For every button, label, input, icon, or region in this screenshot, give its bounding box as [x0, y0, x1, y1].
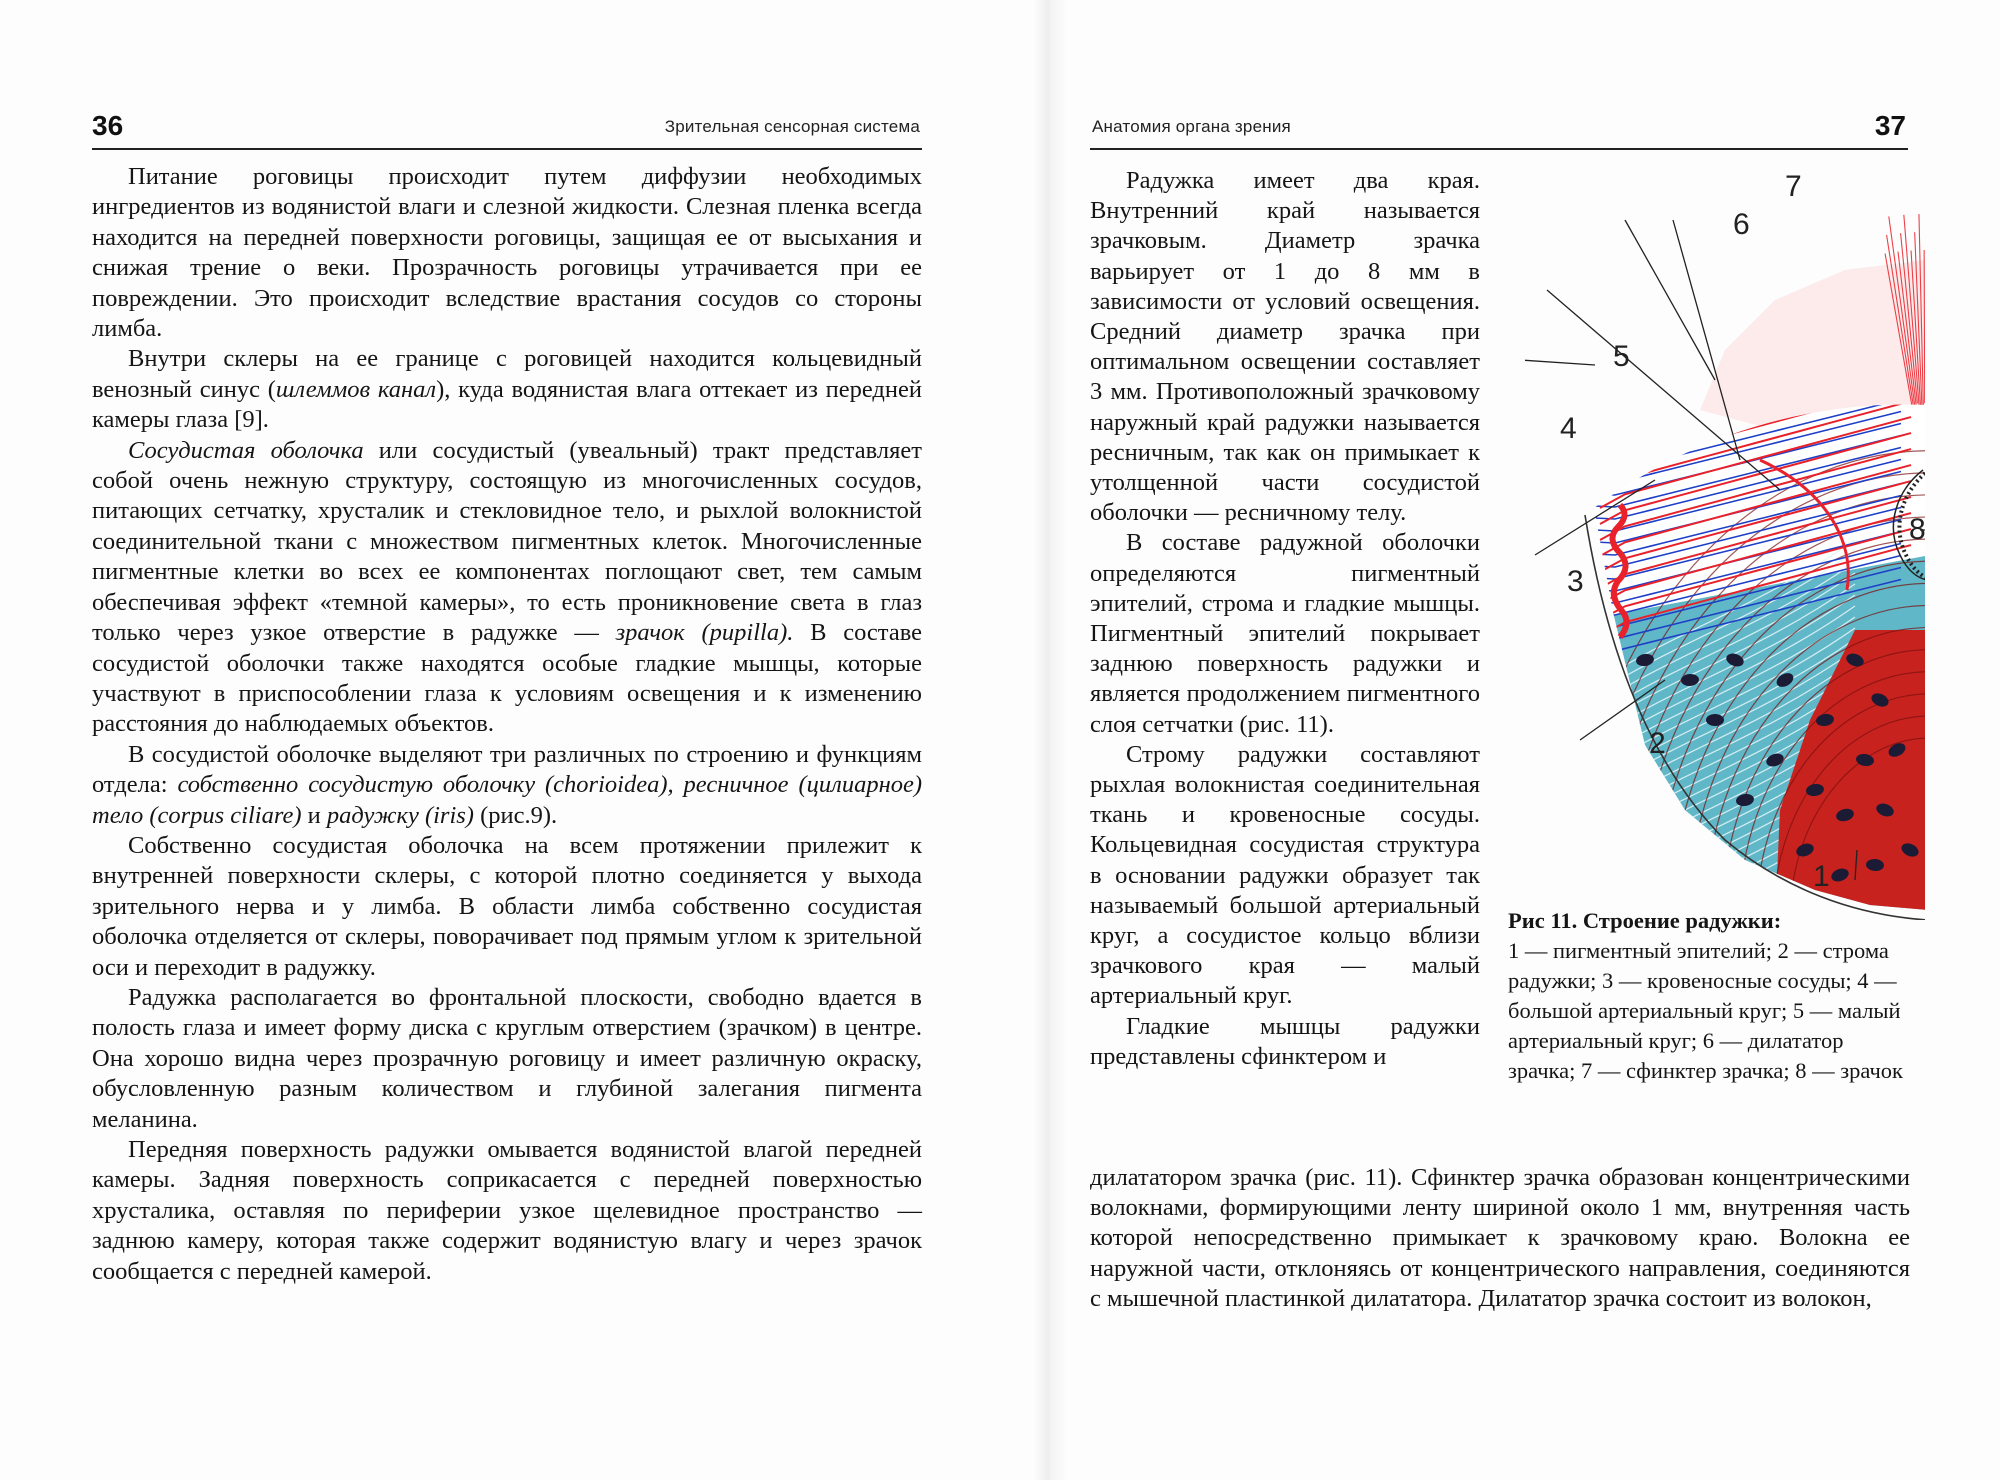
caption-title: Рис 11. Строение радужки:	[1508, 908, 1782, 933]
paragraph	[92, 983, 922, 1135]
running-header-left	[92, 108, 922, 150]
right-page	[1060, 0, 2000, 1480]
figure-caption	[1508, 906, 1913, 1086]
text-run: В составе сосудистой оболочки также находятся особые гладкие мышцы, которые участвуют в приспособлении глаза к условиям освещения и к изменению расстояния до наблюдаемых объектов.	[92, 619, 922, 738]
paragraph	[92, 162, 922, 344]
page-number-right: 37	[1874, 110, 1906, 141]
paragraph	[92, 436, 922, 740]
paragraph	[92, 740, 922, 831]
text-run: В сосудистой оболочке выделяют три различных по строению и функциям отдела:	[92, 740, 922, 799]
text-run: В составе радужной оболочки определяются пигментный эпителий, строма и гладкие мышцы. Пигментный эпителий покрывает заднюю поверхность радужки и является продолжением пигментного слоя сетчатки (рис. 11).	[1090, 529, 1480, 738]
italic-run: Сосудистая оболочка	[128, 436, 364, 464]
text-run: Радужка располагается во фронтальной плоскости, свободно вдается в полость глаза и имеет форму диска с круглым отверстием (зрачком) в центре. Она хорошо видна через прозрачную роговицу и имеет различную окраску, обусловленную разным количеством и глубиной залегания пигмента меланина.	[92, 983, 922, 1133]
italic-run: собственно сосудистую оболочку (chorioidea), ресничное (цилиарное) тело (corpus ciliare)	[92, 771, 923, 829]
text-run: (рис.9).	[473, 801, 558, 829]
label-7: 7	[1785, 170, 1802, 203]
text-run: ), куда водянистая влага оттекает из передней камеры глаза [9].	[92, 375, 922, 434]
paragraph	[92, 831, 922, 983]
text-run: Гладкие мышцы радужки представлены сфинктером и	[1090, 1012, 1480, 1070]
right-column-text	[1090, 166, 1480, 1072]
text-run: Внутри склеры на ее границе с роговицей находится кольцевидный венозный синус (	[92, 345, 922, 403]
paragraph	[92, 344, 922, 435]
paragraph	[1090, 1012, 1480, 1072]
label-1: 1	[1813, 860, 1830, 893]
paragraph	[92, 1135, 922, 1287]
label-4: 4	[1560, 412, 1577, 445]
label-5: 5	[1613, 340, 1630, 373]
running-title-right: Анатомия органа зрения	[1092, 117, 1291, 136]
running-title-left: Зрительная сенсорная система	[664, 117, 920, 136]
right-full-width-text	[1090, 1163, 1910, 1314]
left-page-body	[92, 162, 922, 1287]
text-run: Собственно сосудистая оболочка на всем протяжении прилежит к внутренней поверхности склеры, с которой плотно соединяется у выхода зрительного нерва и у лимба. В области лимба собственно сосудистая оболочка отделяется от склеры, поворачивает под прямым углом к зрительной оси и переходит в радужку.	[92, 831, 922, 981]
text-run: и	[301, 801, 327, 829]
italic-run: радужку (iris)	[326, 801, 474, 829]
label-2: 2	[1649, 727, 1666, 760]
label-3: 3	[1567, 565, 1584, 598]
iris-structure-figure	[1525, 160, 1925, 920]
text-run: дилататором зрачка (рис. 11). Сфинктер зрачка образован концентрическими волокнами, формирующими ленту шириной около 1 мм, внутренняя часть которой непосредственно примыкает к зрачковому краю. Волокна ее наружной части, отклоняясь от концентрического направления, соединяются с мышечной пластинкой дилататора. Дилататор зрачка состоит из волокон,	[1090, 1164, 1910, 1312]
caption-text: 1 — пигментный эпителий; 2 — строма радужки; 3 — кровеносные сосуды; 4 — большой артериальный круг; 5 — малый артериальный круг; 6 — дилататор зрачка; 7 — сфинктер зрачка; 8 — зрачок	[1508, 938, 1903, 1083]
paragraph	[1090, 166, 1480, 528]
iris-diagram	[1525, 160, 1925, 920]
label-6: 6	[1733, 208, 1750, 241]
page-number-left: 36	[92, 110, 124, 141]
text-run: Питание роговицы происходит путем диффузии необходимых ингредиентов из водянистой влаги и слезной жидкости. Слезная пленка всегда находится на передней поверхности роговицы, защищая ее от высыхания и снижая трение о веки. Прозрачность роговицы утрачивается при ее повреждении. Это происходит вследствие врастания сосудов со стороны лимба.	[92, 163, 922, 343]
paragraph	[1090, 740, 1480, 1012]
text-run: Радужка имеет два края. Внутренний край называется зрачковым. Диаметр зрачка варьирует от 1 до 8 мм в зависимости от условий освещения. Средний диаметр зрачка при оптимальном освещении составляет 3 мм. Противоположный зрачковому наружный край радужки называется ресничным, так как он примыкает к утолщенной части сосудистой оболочки — ресничному телу.	[1090, 167, 1480, 527]
text-run: Передняя поверхность радужки омывается водянистой влагой передней камеры. Задняя поверхность соприкасается с передней поверхностью хрусталика, оставляя по периферии узкое щелевидное пространство — заднюю камеру, которая также содержит водянистую влагу и через зрачок сообщается с передней камерой.	[92, 1136, 922, 1285]
running-header-right	[1090, 108, 1908, 150]
text-run: Строму радужки составляют рыхлая волокнистая соединительная ткань и кровеносные сосуды. Кольцевидная сосудистая структура в основании радужки образует так называемый большой артериальный круг, а сосудистое кольцо вблизи зрачкового края — малый артериальный круг.	[1090, 740, 1480, 1010]
italic-run: шлеммов канал	[275, 375, 437, 403]
text-run: или сосудистый (увеальный) тракт представляет собой очень нежную структуру, состоящую из многочисленных сосудов, питающих сетчатку, хрусталик и стекловидное тело, и рыхлой волокнистой соединительной ткани с множеством пигментных клеток. Многочисленные пигментные клетки во всех ее компонентах поглощают свет, тем самым обеспечивая эффект «темной камеры», то есть проникновение света в глаз только через узкое отверстие в радужке —	[92, 436, 922, 647]
label-8: 8	[1909, 513, 1926, 546]
paragraph	[1090, 528, 1480, 739]
italic-run: зрачок (pupilla).	[615, 619, 794, 647]
paragraph	[1090, 1163, 1910, 1314]
